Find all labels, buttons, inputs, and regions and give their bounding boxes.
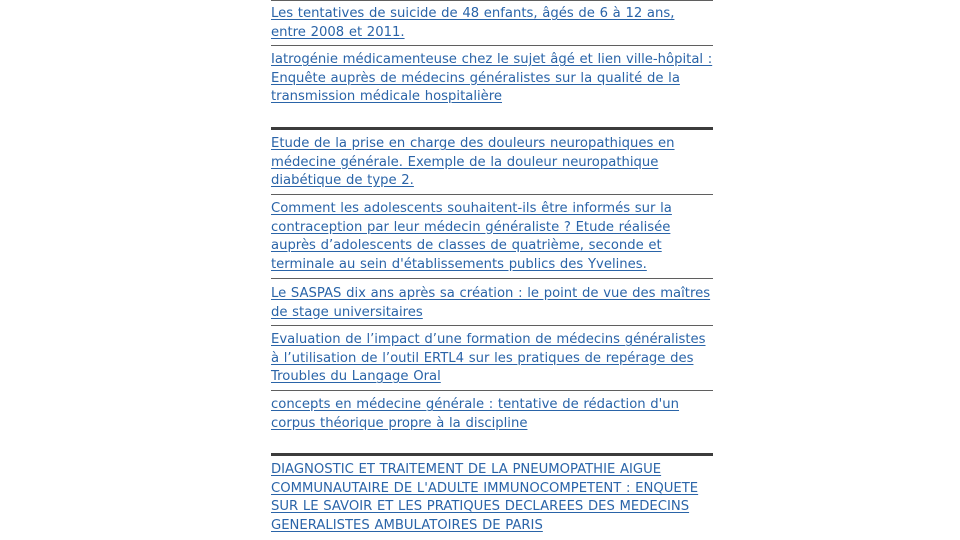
separator: [271, 127, 713, 130]
publication-entry[interactable]: [271, 5, 713, 42]
publication-title-link[interactable]: Iatrogénie médicamenteuse chez le sujet âgé et lien ville-hôpital : Enquête auprès de médecins généralistes sur la qualité de la transmission médicale hospitalière: [271, 52, 713, 104]
publication-title-link[interactable]: DIAGNOSTIC ET TRAITEMENT DE LA PNEUMOPATHIE AIGUE COMMUNAUTAIRE DE L'ADULTE IMMUNOCOMPETENT : ENQUETE SUR LE SAVOIR ET LES PRATIQUES DECLAREES DES MEDECINS GENERALISTES AMBULATOIRES DE PARIS: [271, 462, 699, 533]
publication-entry[interactable]: [271, 461, 713, 535]
publication-entry[interactable]: [271, 135, 713, 191]
separator: [271, 325, 713, 326]
publication-entry[interactable]: [271, 51, 713, 107]
publication-title-link[interactable]: Evaluation de l’impact d’une formation de médecins généralistes à l’utilisation de l’outil ERTL4 sur les pratiques de repérage des Troubles du Langage Oral: [271, 332, 706, 384]
separator: [271, 390, 713, 391]
publication-title-link[interactable]: Le SASPAS dix ans après sa création : le point de vue des maîtres de stage universitaires: [271, 286, 711, 320]
separator: [271, 0, 713, 1]
publication-entry[interactable]: [271, 331, 713, 387]
publication-title-link[interactable]: concepts en médecine générale : tentative de rédaction d'un corpus théorique propre à la discipline: [271, 397, 680, 431]
separator: [271, 194, 713, 195]
separator: [271, 45, 713, 46]
separator: [271, 453, 713, 456]
publication-title-link[interactable]: Comment les adolescents souhaitent-ils être informés sur la contraception par leur médecin généraliste ? Etude réalisée auprès d’adolescents de classes de quatrième, seconde et terminale au sein d'établissements publics des Yvelines.: [271, 201, 672, 272]
publication-title-link[interactable]: Les tentatives de suicide de 48 enfants, âgés de 6 à 12 ans, entre 2008 et 2011.: [271, 6, 675, 40]
separator: [271, 278, 713, 279]
publication-title-link[interactable]: Etude de la prise en charge des douleurs neuropathiques en médecine générale. Exemple de la douleur neuropathique diabétique de type 2.: [271, 136, 675, 188]
publication-entry[interactable]: [271, 285, 713, 322]
publication-entry[interactable]: [271, 200, 713, 274]
publication-entry[interactable]: [271, 396, 713, 433]
